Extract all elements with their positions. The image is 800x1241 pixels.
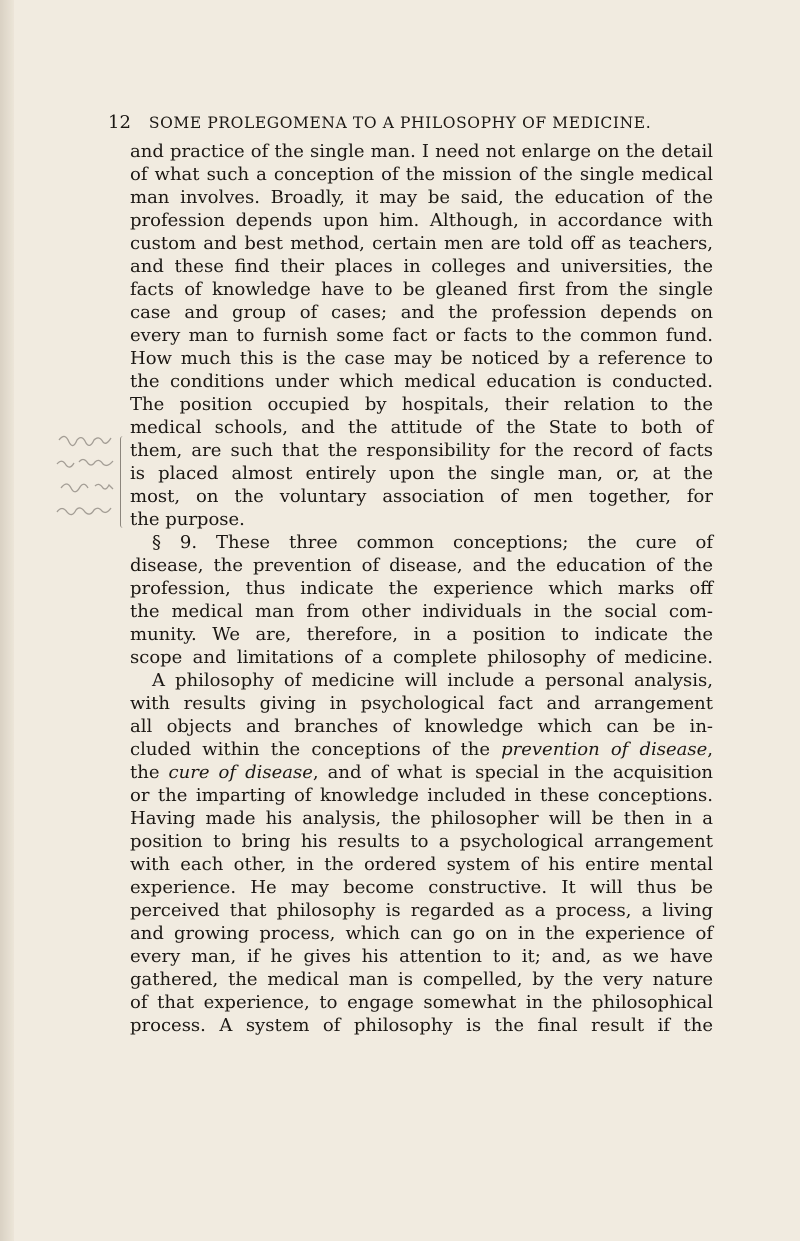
text-line: and growing process, which can go on in the experience of — [130, 923, 713, 944]
text-line: A philosophy of medicine will include a personal analysis, — [152, 670, 713, 691]
text-line: gathered, the medical man is compelled, by the very nature — [130, 969, 713, 990]
text-line: custom and best method, certain men are told off as teachers, — [130, 233, 713, 254]
text-line: every man, if he gives his attention to it; and, as we have — [130, 946, 713, 967]
text-line: the conditions under which medical education is conducted. — [130, 371, 713, 392]
page-number: 12 — [108, 112, 131, 133]
text-line: facts of knowledge have to be gleaned first from the single — [130, 279, 713, 300]
text-line: Having made his analysis, the philosopher will be then in a — [130, 808, 713, 829]
text-line: of that experience, to engage somewhat in the philosophical — [130, 992, 713, 1013]
text-line: with results giving in psychological fact and arrangement — [130, 693, 713, 714]
text-line: position to bring his results to a psychological arrangement — [130, 831, 713, 852]
text-line: perceived that philosophy is regarded as a process, a living — [130, 900, 713, 921]
text-line: most, on the voluntary association of men together, for — [130, 486, 713, 507]
text-line: of what such a conception of the mission of the single medical — [130, 164, 713, 185]
margin-annotation — [55, 430, 123, 535]
running-title: SOME PROLEGOMENA TO A PHILOSOPHY OF MEDICINE. — [148, 114, 652, 132]
text-line: every man to furnish some fact or facts to the common fund. — [130, 325, 713, 346]
text-line: scope and limitations of a complete philosophy of medicine. — [130, 647, 713, 668]
text-line: profession depends upon him. Although, in accordance with — [130, 210, 713, 231]
page-binding-edge — [0, 0, 14, 1241]
text-line: is placed almost entirely upon the single man, or, at the — [130, 463, 713, 484]
text-span: , — [707, 739, 713, 760]
text-line: profession, thus indicate the experience which marks off — [130, 578, 713, 599]
text-line: munity. We are, therefore, in a position to indicate the — [130, 624, 713, 645]
text-line: case and group of cases; and the profession depends on — [130, 302, 713, 323]
text-line: How much this is the case may be noticed by a reference to — [130, 348, 713, 369]
body-text — [130, 140, 713, 1037]
text-span: cluded within the conceptions of the — [130, 739, 502, 760]
text-line: man involves. Broadly, it may be said, the education of the — [130, 187, 713, 208]
text-line: the purpose. — [130, 509, 245, 530]
text-line: disease, the prevention of disease, and the education of the — [130, 555, 713, 576]
text-line: The position occupied by hospitals, their relation to the — [130, 394, 713, 415]
text-line-emphasis — [130, 738, 713, 761]
text-line: § 9. These three common conceptions; the cure of — [152, 532, 713, 553]
text-line: all objects and branches of knowledge which can be in- — [130, 716, 713, 737]
text-span: , and of what is special in the acquisition — [312, 762, 713, 783]
text-line: with each other, in the ordered system of his entire mental — [130, 854, 713, 875]
emphasis-prevention: prevention of disease — [501, 739, 708, 760]
text-line: and these find their places in colleges and universities, the — [130, 256, 713, 277]
text-line: medical schools, and the attitude of the State to both of — [130, 417, 713, 438]
text-line: them, are such that the responsibility for the record of facts — [130, 440, 713, 461]
text-line: and practice of the single man. I need not enlarge on the detail — [130, 141, 713, 162]
text-line: process. A system of philosophy is the final result if the — [130, 1015, 713, 1036]
emphasis-cure: cure of disease — [168, 762, 313, 783]
text-line: experience. He may become constructive. It will thus be — [130, 877, 713, 898]
text-line-emphasis — [130, 761, 713, 784]
text-span: the — [130, 762, 169, 783]
text-line: the medical man from other individuals in the social com- — [130, 601, 713, 622]
running-header — [108, 112, 651, 133]
text-line: or the imparting of knowledge included in these conceptions. — [130, 785, 713, 806]
handwriting-scribble-icon — [55, 430, 123, 535]
